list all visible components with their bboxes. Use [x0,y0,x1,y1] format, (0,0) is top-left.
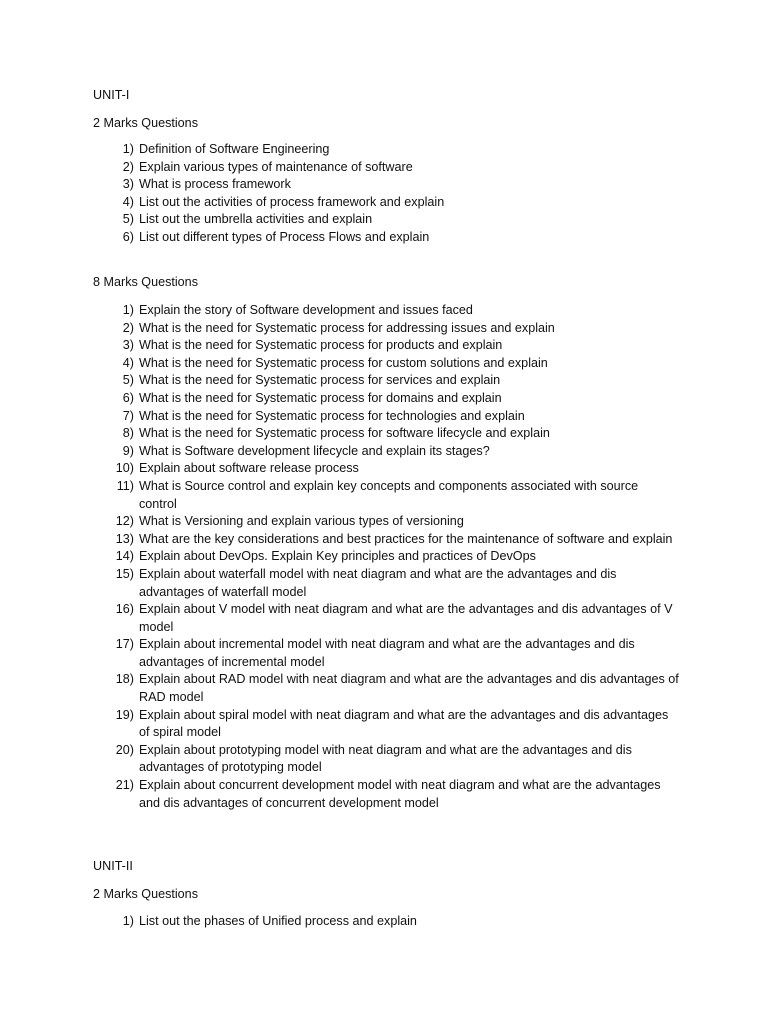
unit-1-two-marks-list [0,141,768,247]
question-text: Explain various types of maintenance of software [139,159,413,174]
question-number: 15) [115,566,134,581]
question-number: 13) [115,531,134,546]
question-text: Explain about concurrent development model with neat diagram and what are the advantages and dis advantages of concurrent development model [139,778,661,810]
unit-1-two-marks-heading: 2 Marks Questions [93,116,198,130]
question-item [0,531,679,549]
question-text: What is the need for Systematic process for software lifecycle and explain [139,426,550,441]
question-text: What is the need for Systematic process for products and explain [139,338,503,353]
question-text: Explain about incremental model with neat diagram and what are the advantages and dis advantages of incremental model [139,637,635,669]
question-number: 17) [115,637,134,652]
question-item [0,408,679,426]
question-text: List out different types of Process Flows and explain [139,229,430,244]
question-number: 16) [115,602,134,617]
question-text: Explain the story of Software development and issues faced [139,303,473,317]
unit-2-two-marks-heading: 2 Marks Questions [93,887,198,901]
question-text: What is the need for Systematic process for custom solutions and explain [139,355,548,370]
question-text: Definition of Software Engineering [139,142,330,156]
question-item [0,176,679,194]
question-number: 19) [115,707,134,722]
question-number: 1) [122,914,134,928]
question-item [0,337,679,355]
question-number: 1) [122,303,134,317]
question-text: What is the need for Systematic process for addressing issues and explain [139,320,555,335]
question-number: 11) [116,478,134,493]
question-number: 18) [115,672,134,687]
question-text: What is the need for Systematic process for services and explain [139,373,501,388]
unit-1-eight-marks-list [0,302,768,812]
question-number: 21) [115,778,134,793]
question-text: List out the umbrella activities and explain [139,212,373,227]
unit-2-title: UNIT-II [93,859,133,873]
question-item [0,372,679,390]
question-item [0,913,679,931]
question-number: 9) [122,443,134,458]
question-item [0,443,679,461]
question-item [0,548,679,566]
question-text: What is the need for Systematic process for domains and explain [139,390,502,405]
question-item [0,636,679,671]
question-number: 5) [122,373,134,388]
question-item [0,320,679,338]
question-item [0,478,679,513]
question-text: What is process framework [139,177,291,192]
question-number: 8) [122,426,134,441]
question-text: Explain about DevOps. Explain Key principles and practices of DevOps [139,549,536,564]
question-text: Explain about spiral model with neat diagram and what are the advantages and dis advantages of spiral model [139,707,669,740]
question-text: What is the need for Systematic process for technologies and explain [139,408,525,423]
question-number: 1) [122,142,134,156]
question-number: 2) [122,320,134,335]
question-number: 12) [115,514,134,529]
question-item [0,671,679,706]
question-text: Explain about waterfall model with neat diagram and what are the advantages and dis advantages of waterfall model [139,566,617,599]
unit-2-two-marks-list [0,913,768,931]
question-number: 2) [122,159,134,174]
question-item [0,777,679,812]
question-item [0,211,679,229]
unit-1-eight-marks-heading: 8 Marks Questions [93,275,198,289]
question-item [0,460,679,478]
question-text: What is Software development lifecycle and explain its stages? [139,443,490,458]
question-number: 3) [122,338,134,353]
question-item [0,159,679,177]
question-number: 20) [115,742,134,757]
question-item [0,513,679,531]
question-item [0,390,679,408]
question-number: 4) [122,355,134,370]
question-number: 10) [115,461,134,476]
question-number: 14) [115,549,134,564]
question-item [0,194,679,212]
question-number: 7) [122,408,134,423]
question-item [0,229,679,247]
question-text: Explain about software release process [139,461,359,476]
question-number: 4) [122,194,134,209]
question-item [0,707,679,742]
question-text: Explain about prototyping model with neat diagram and what are the advantages and dis advantages of prototyping model [139,742,632,775]
question-item [0,425,679,443]
question-number: 5) [122,212,134,227]
question-text: What is Source control and explain key concepts and components associated with source control [139,478,639,511]
question-text: List out the phases of Unified process and explain [139,914,417,928]
question-text: Explain about V model with neat diagram and what are the advantages and dis advantages of V model [139,602,673,634]
question-text: List out the activities of process framework and explain [139,194,445,209]
question-text: What are the key considerations and best practices for the maintenance of software and explain [139,531,673,546]
question-item [0,601,679,636]
question-item [0,355,679,373]
question-item [0,566,679,601]
question-item [0,141,679,159]
question-item [0,742,679,777]
question-item [0,302,679,320]
question-number: 6) [122,390,134,405]
question-text: Explain about RAD model with neat diagram and what are the advantages and dis advantages of RAD model [139,672,679,705]
unit-1-title: UNIT-I [93,88,130,102]
question-text: What is Versioning and explain various types of versioning [139,514,464,529]
question-number: 3) [122,177,134,192]
question-number: 6) [122,229,134,244]
